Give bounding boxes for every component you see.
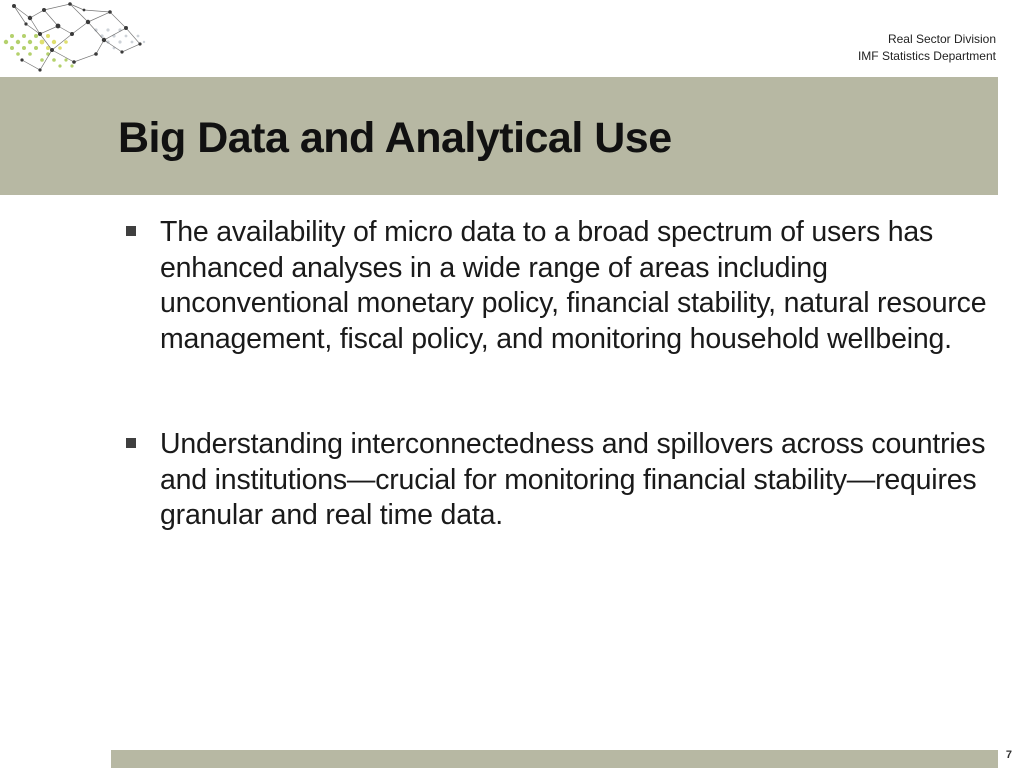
department-name: IMF Statistics Department — [857, 49, 996, 63]
division-name: Real Sector Division — [887, 32, 996, 46]
bullet-item — [124, 427, 994, 534]
network-logo — [0, 0, 160, 80]
bullet-list — [124, 215, 994, 604]
bullet-text: The availability of micro data to a broad spectrum of users has enhanced analyses in a wide range of areas including unconventional monetary policy, financial stability, natural resource management, fiscal policy, and monitoring household wellbeing. — [160, 216, 987, 355]
organization-label — [858, 31, 996, 65]
bullet-text: Understanding interconnectedness and spillovers across countries and institutions—crucial for monitoring financial stability—requires granular and real time data. — [160, 428, 986, 531]
square-bullet-icon — [126, 438, 136, 448]
square-bullet-icon — [126, 226, 136, 236]
page-number: 7 — [1005, 749, 1012, 761]
footer-band — [111, 750, 998, 768]
bullet-item — [124, 215, 994, 357]
slide-title: Big Data and Analytical Use — [118, 114, 672, 162]
